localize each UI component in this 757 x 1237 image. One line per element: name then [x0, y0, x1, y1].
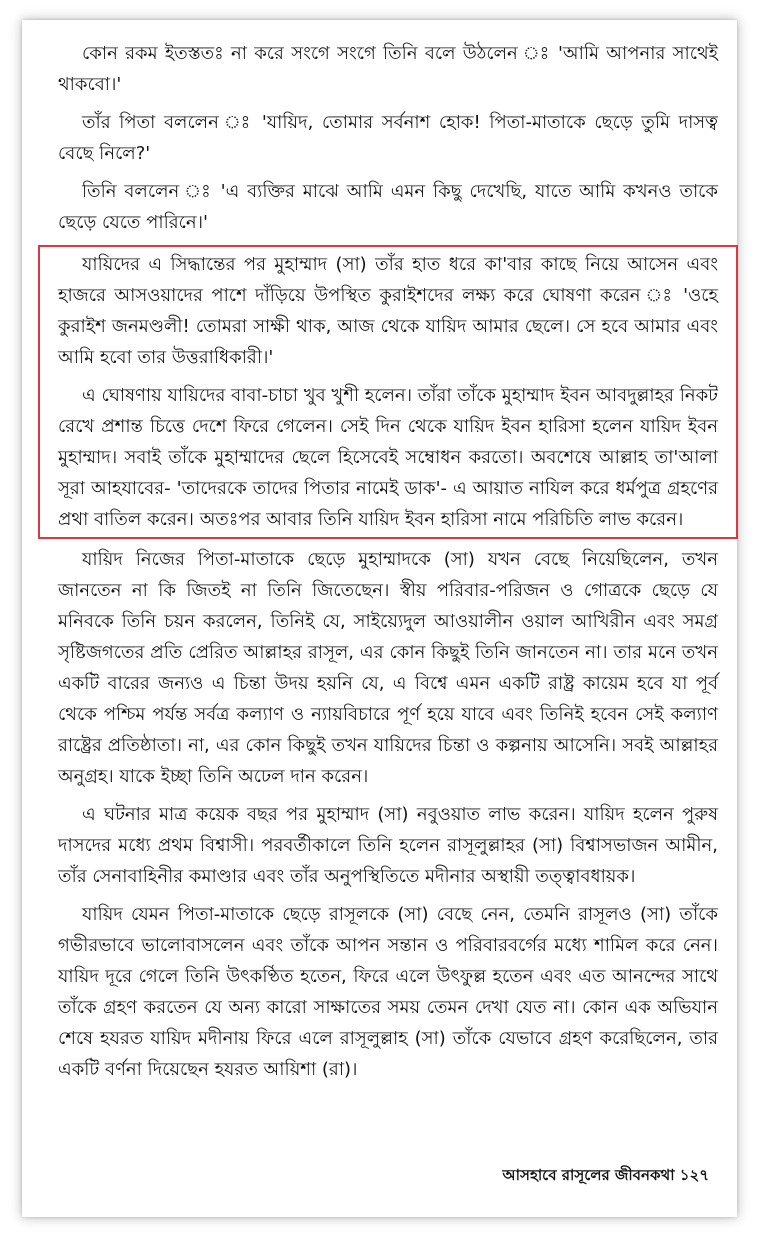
page-body — [58, 38, 718, 1092]
highlighted-paragraph: এ ঘোষণায় যায়িদের বাবা-চাচা খুব খুশী হলেন। তাঁরা তাঁকে মুহাম্মাদ ইবন আবদুল্লাহর নিকট রেখে প্রশান্ত চিত্তে দেশে ফিরে গেলেন। সেই দিন থেকে যায়িদ ইবন হারিসা হলেন যায়িদ ইবন মুহাম্মাদ। সবাই তাঁকে মুহাম্মাদের ছেলে হিসেবেই সম্বোধন করতো। অবশেষে আল্লাহ তা'আলা সূরা আহযাবের- 'তাদেরকে তাদের পিতার নামেই ডাক'- এ আয়াত নাযিল করে ধর্মপুত্র গ্রহণের প্রথা বাতিল করেন। অতঃপর আবার তিনি যায়িদ ইবন হারিসা নামে পরিচিতি লাভ করেন। — [58, 385, 718, 530]
paragraph: যায়িদ যেমন পিতা-মাতাকে ছেড়ে রাসূলকে (সা) বেছে নেন, তেমনি রাসূলও (সা) তাঁকে গভীরভাবে ভালোবাসলেন এবং তাঁকে আপন সন্তান ও পরিবারবর্গের মধ্যে শামিল করে নেন। যায়িদ দূরে গেলে তিনি উৎকণ্ঠিত হতেন, ফিরে এলে উৎফুল্ল হতেন এবং এত আনন্দের সাথে তাঁকে গ্রহণ করতেন যে অন্য কারো সাক্ষাতের সময় তেমন দেখা যেত না। কোন এক অভিযান শেষে হযরত যায়িদ মদীনায় ফিরে এলে রাসূলুল্লাহ (সা) তাঁকে যেভাবে গ্রহণ করেছিলেন, তার একটি বর্ণনা দিয়েছেন হযরত আয়িশা (রা)। — [58, 904, 718, 1080]
paragraph: তাঁর পিতা বললেন ঃ 'যায়িদ, তোমার সর্বনাশ হোক! পিতা-মাতাকে ছেড়ে তুমি দাসত্ব বেছে নিলে?' — [58, 112, 718, 164]
paragraph: কোন রকম ইতস্ততঃ না করে সংগে সংগে তিনি বলে উঠলেন ঃ 'আমি আপনার সাথেই থাকবো।' — [58, 43, 718, 95]
highlight-box — [38, 245, 738, 539]
book-page — [22, 20, 737, 1217]
page-footer: আসহাবে রাসূলের জীবনকথা ১২৭ — [502, 1166, 709, 1184]
paragraph: এ ঘটনার মাত্র কয়েক বছর পর মুহাম্মাদ (সা) নবুওয়াত লাভ করেন। যায়িদ হলেন পুরুষ দাসদের মধ্যে প্রথম বিশ্বাসী। পরবর্তীকালে তিনি হলেন রাসূলুল্লাহর (সা) বিশ্বাসভাজন আমীন, তাঁর সেনাবাহিনীর কমাণ্ডার এবং তাঁর অনুপস্থিতিতে মদীনার অস্থায়ী তত্ত্বাবধায়ক। — [58, 804, 718, 887]
paragraph: যায়িদ নিজের পিতা-মাতাকে ছেড়ে মুহাম্মাদকে (সা) যখন বেছে নিয়েছিলেন, তখন জানতেন না কি জিতই না তিনি জিতেছেন। স্বীয় পরিবার-পরিজন ও গোত্রকে ছেড়ে যে মনিবকে তিনি চয়ন করলেন, তিনিই যে, সাইয়্যেদুল আওয়ালীন ওয়াল আখিরীন এবং সমগ্র সৃষ্টিজগতের প্রতি প্রেরিত আল্লাহর রাসূল, এর কোন কিছুই তিনি জানতেন না। তার মনে তখন একটি বারের জন্যও এ চিন্তা উদয় হয়নি যে, এ বিশ্বে এমন একটি রাষ্ট্র কায়েম হবে যা পূর্ব থেকে পশ্চিম পর্যন্ত সর্বত্র কল্যাণ ও ন্যায়বিচারে পূর্ণ হয়ে যাবে এবং তিনিই হবেন সেই কল্যাণ রাষ্ট্রের প্রতিষ্ঠাতা। না, এর কোন কিছুই তখন যায়িদের চিন্তা ও কল্পনায় আসেনি। সবই আল্লাহর অনুগ্রহ। যাকে ইচ্ছা তিনি অঢেল দান করেন। — [58, 549, 718, 787]
highlighted-paragraph: যায়িদের এ সিদ্ধান্তের পর মুহাম্মাদ (সা) তাঁর হাত ধরে কা'বার কাছে নিয়ে আসেন এবং হাজরে আসওয়াদের পাশে দাঁড়িয়ে উপস্থিত কুরাইশদের লক্ষ্য করে ঘোষণা করেন ঃ 'ওহে কুরাইশ জনমণ্ডলী! তোমরা সাক্ষী থাক, আজ থেকে যায়িদ আমার ছেলে। সে হবে আমার এবং আমি হবো তার উত্তরাধিকারী।' — [58, 254, 718, 368]
paragraph: তিনি বললেন ঃ 'এ ব্যক্তির মাঝে আমি এমন কিছু দেখেছি, যাতে আমি কখনও তাকে ছেড়ে যেতে পারিনে।' — [58, 181, 718, 233]
